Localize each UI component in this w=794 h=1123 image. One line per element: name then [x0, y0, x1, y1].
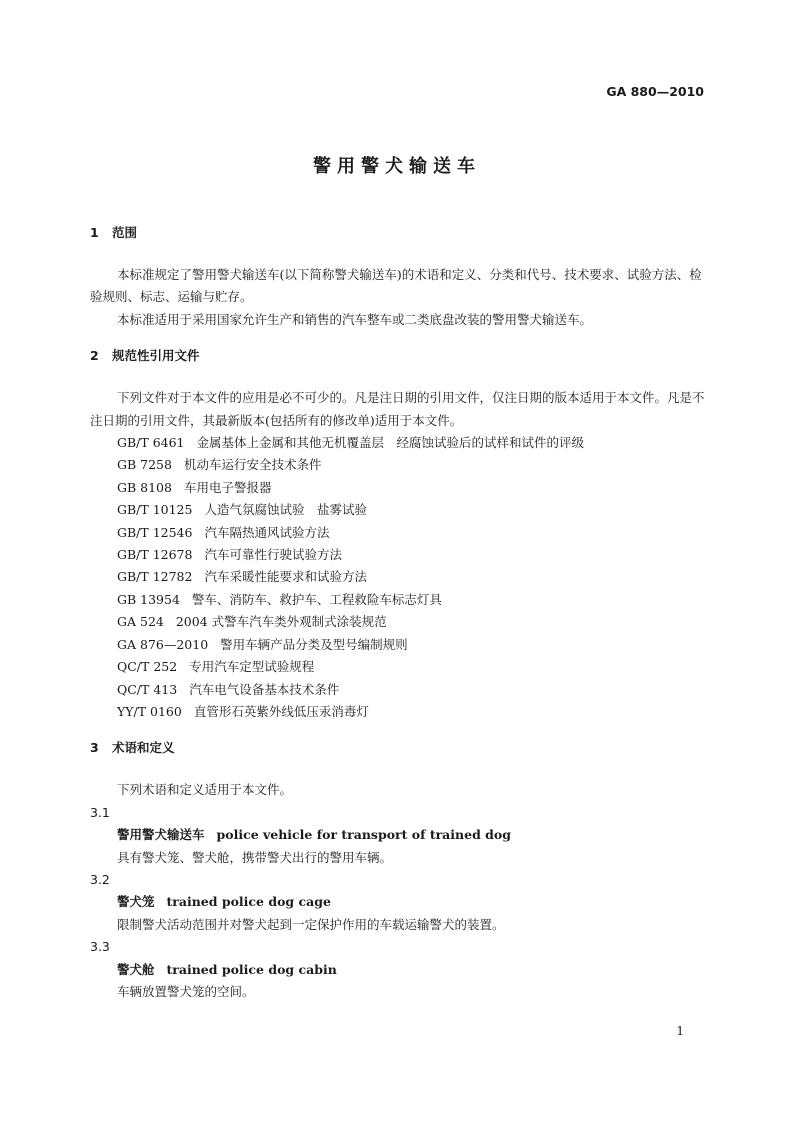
- term-title: 警犬舱 trained police dog cabin: [117, 961, 337, 977]
- scope-paragraph: 本标准适用于采用国家允许生产和销售的汽车整车或二类底盘改装的警用警犬输送车。: [117, 311, 593, 327]
- term-definition: 限制警犬活动范围并对警犬起到一定保护作用的车载运输警犬的装置。: [117, 916, 505, 932]
- term-number: 3.2: [90, 871, 110, 887]
- normative-intro: 下列文件对于本文件的应用是必不可少的。凡是注日期的引用文件，仅注日期的版本适用于本文件。凡是不注日期的引用文件，其最新版本(包括所有的修改单)适用于本文件。: [90, 390, 705, 428]
- reference-item: QC/T 413 汽车电气设备基本技术条件: [117, 681, 340, 697]
- reference-item: GB/T 12782 汽车采暖性能要求和试验方法: [117, 569, 367, 585]
- reference-item: GB/T 6461 金属基体上金属和其他无机覆盖层 经腐蚀试验后的试样和试件的评级: [117, 435, 585, 451]
- term-number: 3.3: [90, 939, 110, 955]
- reference-item: GB/T 12546 汽车隔热通风试验方法: [117, 524, 330, 540]
- standard-code: GA 880—2010: [606, 84, 704, 99]
- reference-item: GB/T 10125 人造气氛腐蚀试验 盐雾试验: [117, 502, 367, 518]
- term-number: 3.1: [90, 804, 110, 820]
- reference-item: GA 524 2004 式警车汽车类外观制式涂装规范: [117, 614, 387, 630]
- scope-paragraph: 本标准规定了警用警犬输送车(以下简称警犬输送车)的术语和定义、分类和代号、技术要求、试验方法、检验规则、标志、运输与贮存。: [90, 267, 702, 305]
- section-title: 规范性引用文件: [112, 348, 200, 364]
- reference-item: GA 876—2010 警用车辆产品分类及型号编制规则: [117, 636, 408, 652]
- document-body: [90, 222, 710, 1003]
- terms-intro: 下列术语和定义适用于本文件。: [117, 782, 293, 798]
- page-number: 1: [676, 1024, 684, 1038]
- section-title: 范围: [112, 225, 138, 240]
- section-heading-normative: [90, 345, 710, 367]
- term-definition: 车辆放置警犬笼的空间。: [117, 983, 255, 999]
- reference-item: QC/T 252 专用汽车定型试验规程: [117, 659, 315, 675]
- section-number: 3: [90, 740, 99, 756]
- document-title: 警用警犬输送车: [313, 156, 481, 177]
- section-heading-terms: [90, 737, 710, 759]
- term-definition: 具有警犬笼、警犬舱，携带警犬出行的警用车辆。: [117, 849, 393, 865]
- reference-item: GB 13954 警车、消防车、救护车、工程救险车标志灯具: [117, 591, 442, 607]
- reference-item: GB/T 12678 汽车可靠性行驶试验方法: [117, 547, 342, 563]
- section-heading-scope: [90, 222, 710, 244]
- section-title: 术语和定义: [112, 740, 175, 756]
- reference-item: GB 8108 车用电子警报器: [117, 479, 272, 495]
- term-title: 警用警犬输送车 police vehicle for transport of trained dog: [117, 827, 511, 843]
- term-title: 警犬笼 trained police dog cage: [117, 894, 331, 910]
- reference-item: YY/T 0160 直管形石英紫外线低压汞消毒灯: [117, 703, 369, 719]
- section-number: 2: [90, 348, 99, 364]
- section-number: 1: [90, 225, 99, 240]
- reference-item: GB 7258 机动车运行安全技术条件: [117, 457, 322, 473]
